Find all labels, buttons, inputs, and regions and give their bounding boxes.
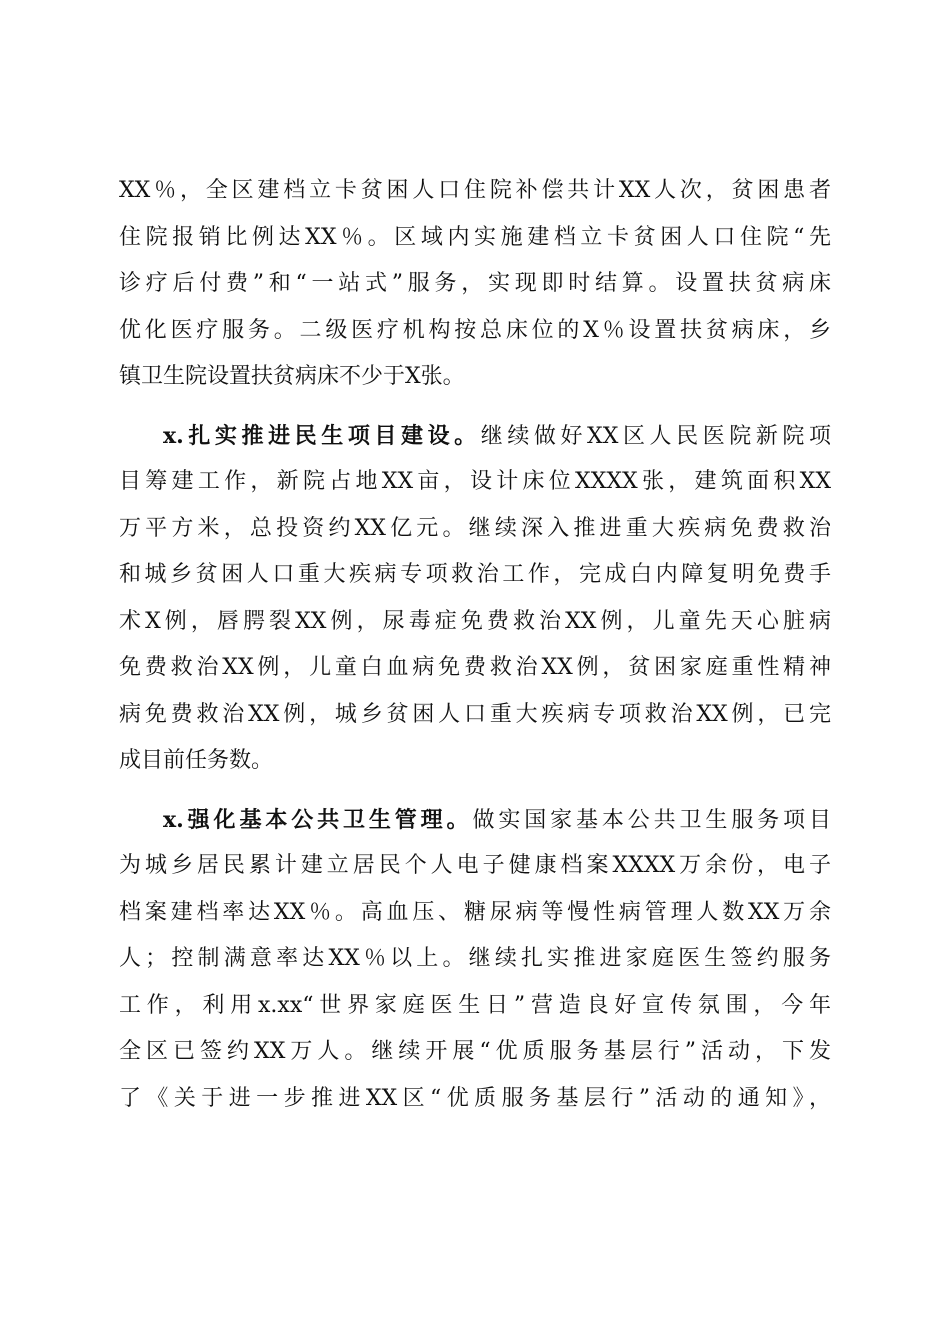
document-body (119, 168, 831, 1122)
text-line: 目筹建工作，新院占地XX亩，设计床位XXXX张，建筑面积XX (119, 469, 831, 494)
text-run: 做实国家基本公共卫生服务项目 (472, 807, 831, 833)
text-line: 成目前任务数。 (119, 748, 274, 773)
text-line: 免费救治XX例，儿童白血病免费救治XX例，贫困家庭重性精神 (119, 655, 831, 680)
section-heading: x.强化基本公共卫生管理。 (163, 806, 473, 833)
text-run: 继续做好XX区人民医院新院项 (480, 423, 831, 449)
paragraph-medical-insurance (119, 168, 831, 401)
text-line: 了《关于进一步推进XX区“优质服务基层行”活动的通知》， (119, 1085, 831, 1111)
text-line: XX％，全区建档立卡贫困人口住院补偿共计XX人次，贫困患者 (119, 178, 831, 203)
text-line: 镇卫生院设置扶贫病床不少于X张。 (119, 364, 465, 389)
text-line: 住院报销比例达XX％。区域内实施建档立卡贫困人口住院“先 (119, 224, 831, 250)
paragraph-public-health (119, 797, 831, 1123)
text-line-first (119, 413, 831, 460)
text-line: 全区已签约XX万人。继续开展“优质服务基层行”活动，下发 (119, 1039, 831, 1064)
text-line: 工作，利用x.xx“世界家庭医生日”营造良好宣传氛围，今年 (119, 992, 831, 1018)
text-line: 万平方米，总投资约XX亿元。继续深入推进重大疾病免费救治 (119, 515, 831, 541)
paragraph-livelihood-projects (119, 413, 831, 785)
text-line: 档案建档率达XX％。高血压、糖尿病等慢性病管理人数XX万余 (119, 899, 831, 925)
text-line: 诊疗后付费”和“一站式”服务，实现即时结算。设置扶贫病床 (119, 271, 831, 296)
text-line-first (119, 797, 831, 844)
text-line: 和城乡贫困人口重大疾病专项救治工作，完成白内障复明免费手 (119, 562, 831, 587)
text-line: 病免费救治XX例，城乡贫困人口重大疾病专项救治XX例，已完 (119, 701, 831, 727)
text-line: 术X例，唇腭裂XX例，尿毒症免费救治XX例，儿童先天心脏病 (119, 608, 831, 634)
section-heading: x.扎实推进民生项目建设。 (163, 422, 481, 449)
text-line: 为城乡居民累计建立居民个人电子健康档案XXXX万余份，电子 (119, 853, 831, 878)
text-line: 人；控制满意率达XX％以上。继续扎实推进家庭医生签约服务 (119, 946, 831, 971)
text-line: 优化医疗服务。二级医疗机构按总床位的X％设置扶贫病床，乡 (119, 317, 831, 343)
